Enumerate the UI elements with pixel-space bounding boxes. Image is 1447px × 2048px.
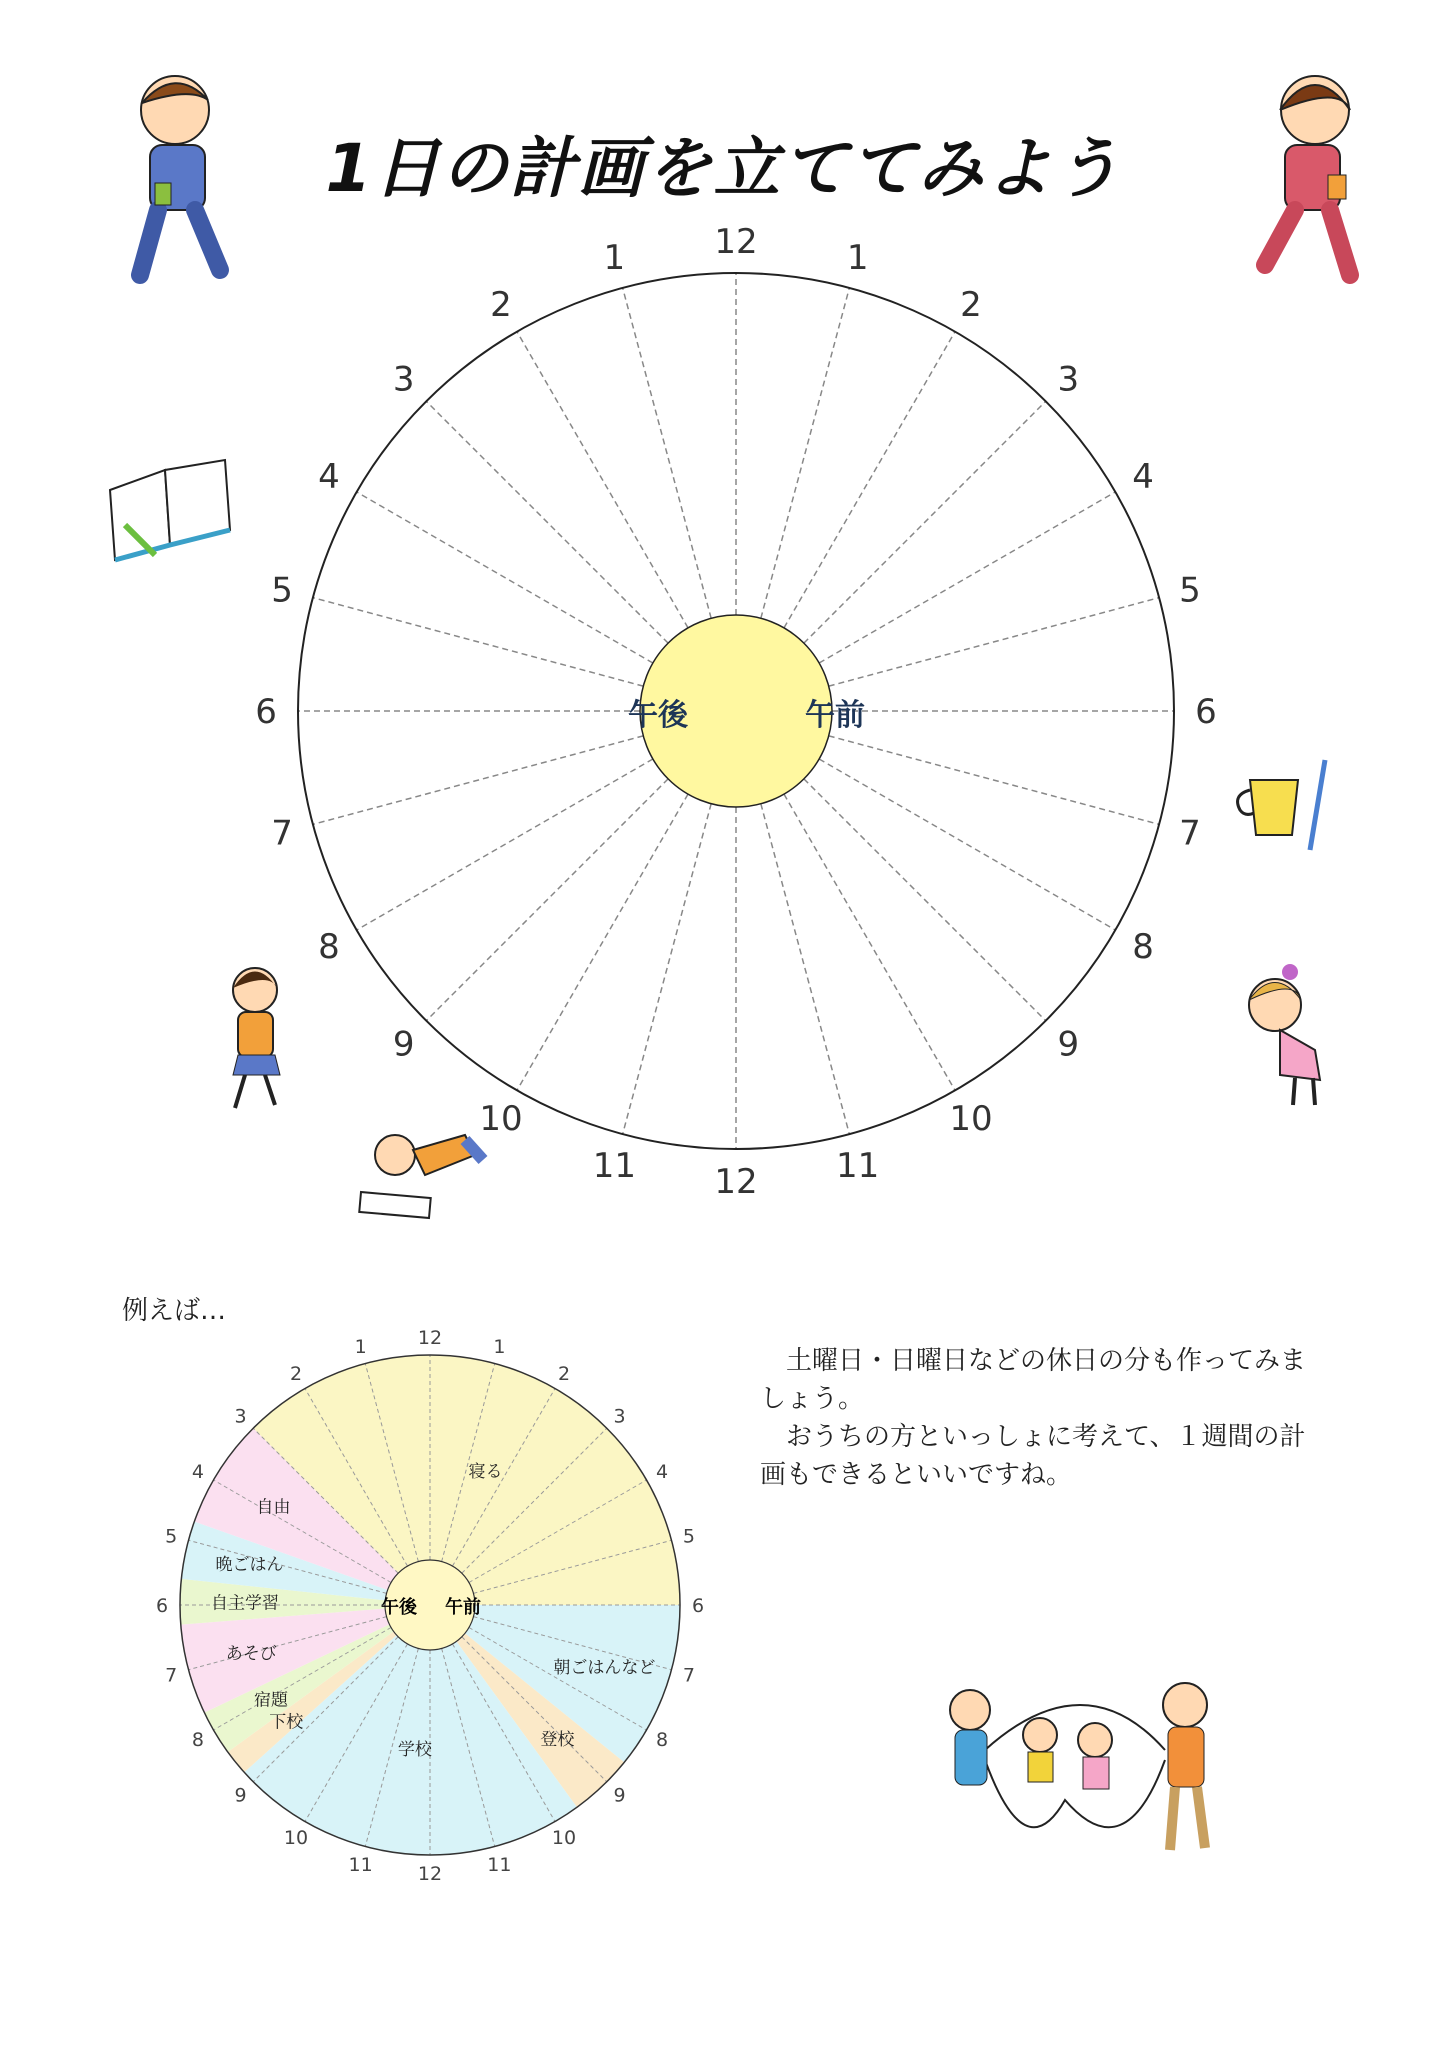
example-hour-number: 1 bbox=[493, 1336, 506, 1359]
example-hour-number: 1 bbox=[354, 1336, 367, 1359]
example-hour-number: 9 bbox=[613, 1784, 626, 1807]
note-paragraph-2: おうちの方といっしょに考えて、１週間の計画もできるといいですね。 bbox=[760, 1422, 1306, 1490]
hour-number: 4 bbox=[318, 457, 340, 497]
activity-label: 下校 bbox=[269, 1712, 304, 1733]
hour-line bbox=[761, 288, 850, 618]
hour-number: 5 bbox=[271, 570, 293, 611]
example-hour-number: 3 bbox=[613, 1405, 626, 1428]
hour-line bbox=[426, 779, 668, 1021]
example-hour-number: 5 bbox=[165, 1525, 178, 1548]
example-hour-number: 8 bbox=[191, 1729, 204, 1751]
hour-line bbox=[804, 401, 1046, 643]
note-paragraph-1: 土曜日・日曜日などの休日の分も作ってみましょう。 bbox=[760, 1346, 1307, 1414]
hour-number: 11 bbox=[836, 1145, 880, 1186]
example-hour-number: 12 bbox=[417, 1863, 443, 1885]
page-title: 1日の計画を立ててみよう bbox=[325, 130, 1122, 207]
example-hour-number: 7 bbox=[165, 1664, 178, 1687]
hour-number: 9 bbox=[1057, 1024, 1080, 1065]
example-hour-number: 8 bbox=[656, 1729, 669, 1751]
activity-label: 朝ごはんなど bbox=[553, 1657, 656, 1678]
activity-label: 学校 bbox=[397, 1740, 432, 1761]
example-am-label: 午前 bbox=[445, 1597, 481, 1618]
activity-label: 寝る bbox=[468, 1462, 503, 1483]
example-hour-number: 4 bbox=[656, 1461, 669, 1483]
activity-label: 自主学習 bbox=[211, 1593, 280, 1614]
example-label: 例えば… bbox=[122, 1296, 227, 1326]
hour-line bbox=[761, 804, 850, 1134]
am-label: 午前 bbox=[805, 698, 865, 733]
hour-line bbox=[784, 332, 955, 628]
hour-line bbox=[313, 598, 643, 687]
hour-line bbox=[819, 492, 1115, 663]
example-hour-number: 12 bbox=[417, 1327, 443, 1349]
hour-line bbox=[819, 759, 1115, 930]
example-hour-number: 11 bbox=[487, 1853, 512, 1876]
hour-number: 6 bbox=[255, 692, 277, 732]
hour-line bbox=[623, 804, 712, 1134]
hour-line bbox=[784, 794, 955, 1090]
girl-walking-icon bbox=[1210, 65, 1390, 290]
hour-line bbox=[517, 332, 688, 628]
boy-cleaning-floor-icon bbox=[355, 1115, 490, 1220]
activity-label: 晩ごはん bbox=[215, 1555, 284, 1576]
hour-number: 12 bbox=[714, 222, 758, 262]
main-clock bbox=[255, 222, 1217, 1202]
boy-walking-icon bbox=[100, 65, 280, 290]
example-hour-number: 2 bbox=[557, 1362, 571, 1385]
example-hour-number: 6 bbox=[155, 1595, 169, 1617]
activity-label: 自由 bbox=[256, 1497, 291, 1518]
hour-line bbox=[357, 759, 653, 930]
hour-line bbox=[804, 779, 1046, 1021]
hour-number: 8 bbox=[1132, 927, 1154, 967]
example-hour-number: 5 bbox=[682, 1525, 695, 1548]
hour-number: 3 bbox=[1057, 359, 1080, 400]
example-hour-number: 7 bbox=[682, 1664, 695, 1687]
hour-number: 7 bbox=[1179, 813, 1201, 854]
hour-line bbox=[426, 401, 668, 643]
example-clock bbox=[150, 1315, 720, 1895]
hour-number: 5 bbox=[1179, 570, 1201, 611]
example-hour-number: 10 bbox=[283, 1827, 309, 1850]
open-book-icon bbox=[105, 455, 235, 565]
example-hour-number: 4 bbox=[191, 1461, 204, 1483]
hour-number: 12 bbox=[714, 1162, 758, 1202]
example-pm-label: 午後 bbox=[381, 1597, 417, 1618]
activity-label: 登校 bbox=[540, 1730, 575, 1751]
activity-label: 宿題 bbox=[254, 1690, 289, 1711]
hour-number: 9 bbox=[392, 1024, 415, 1065]
hour-number: 6 bbox=[1195, 692, 1217, 732]
example-hour-number: 9 bbox=[234, 1784, 247, 1807]
hour-line bbox=[623, 288, 712, 618]
hour-number: 8 bbox=[318, 927, 340, 967]
example-hour-number: 10 bbox=[551, 1827, 577, 1850]
hour-line bbox=[313, 736, 643, 825]
hour-number: 10 bbox=[949, 1099, 993, 1140]
hour-line bbox=[517, 794, 688, 1090]
pm-label: 午後 bbox=[628, 698, 688, 733]
example-hour-number: 6 bbox=[691, 1595, 705, 1617]
hour-line bbox=[357, 492, 653, 663]
hour-number: 2 bbox=[960, 284, 982, 325]
hour-number: 11 bbox=[592, 1145, 636, 1186]
hour-number: 3 bbox=[392, 359, 415, 400]
cup-toothbrush-icon bbox=[1230, 755, 1340, 855]
activity-label: あそび bbox=[225, 1643, 277, 1664]
example-hour-number: 11 bbox=[348, 1853, 373, 1876]
hour-number: 1 bbox=[603, 238, 626, 279]
hour-number: 1 bbox=[846, 238, 869, 279]
family-jump-rope-icon bbox=[925, 1670, 1255, 1870]
hour-number: 7 bbox=[271, 813, 293, 854]
example-hour-number: 2 bbox=[289, 1362, 303, 1385]
girl-bowing-icon bbox=[1235, 960, 1335, 1110]
hour-number: 10 bbox=[479, 1099, 523, 1140]
hour-line bbox=[829, 736, 1159, 825]
instruction-note bbox=[760, 1342, 1320, 1494]
hour-number: 4 bbox=[1132, 457, 1154, 497]
example-hour-number: 3 bbox=[234, 1405, 247, 1428]
schoolgirl-icon bbox=[200, 960, 300, 1115]
hour-number: 2 bbox=[490, 284, 512, 325]
hour-line bbox=[829, 598, 1159, 687]
